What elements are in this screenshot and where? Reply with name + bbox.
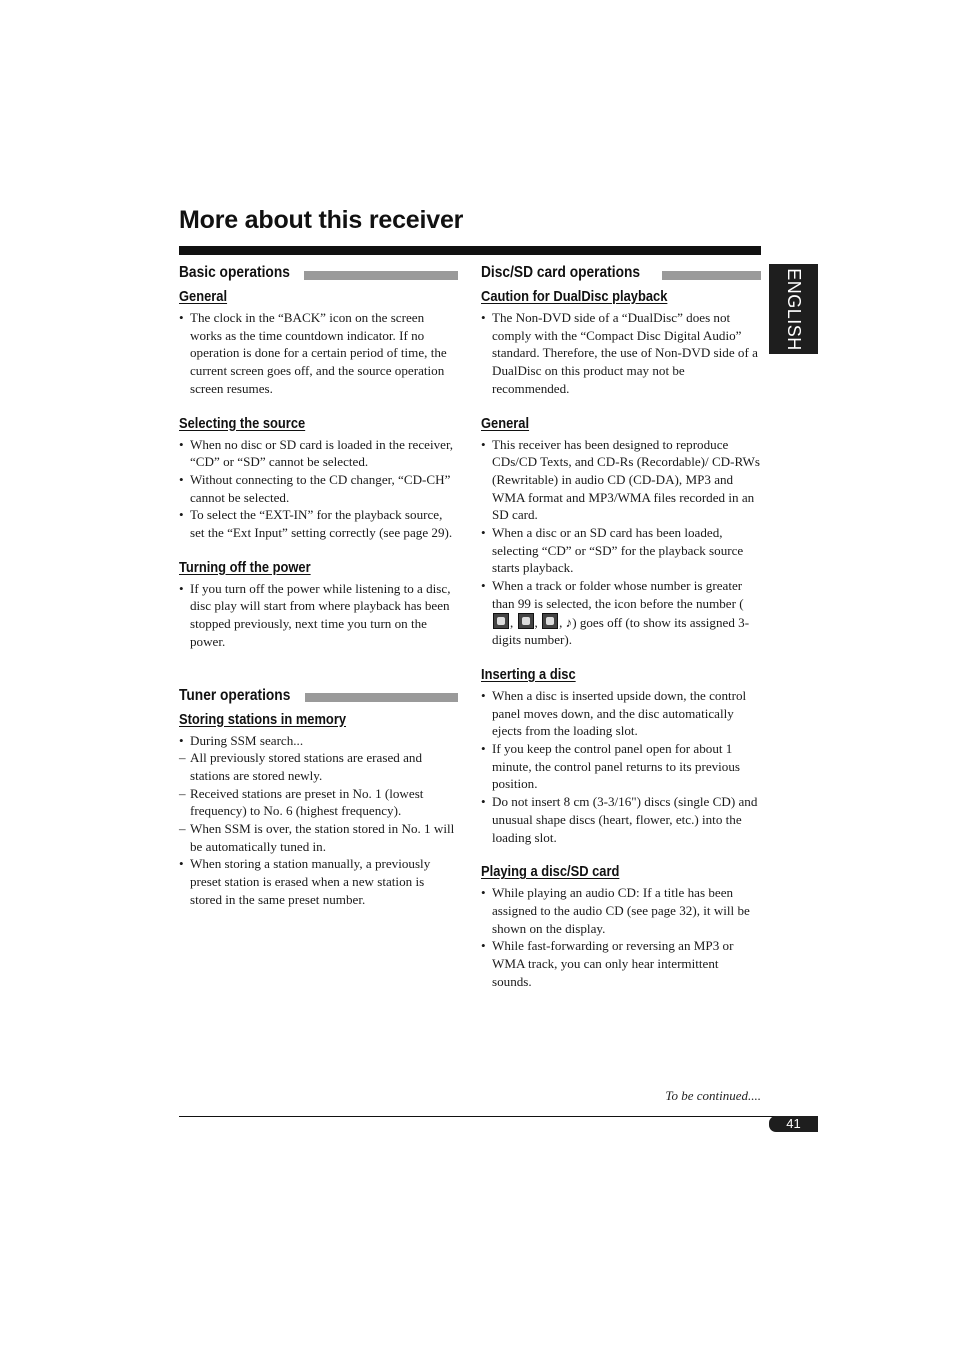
list-item: • The Non-DVD side of a “DualDisc” does not comply with the “Compact Disc Digital Audio” standard. Therefore, the use of Non-DVD side of a DualDisc on this product may not be recommended. (481, 310, 758, 396)
list-item: • When a disc is inserted upside down, the control panel moves down, and the disc automatically ejects from the loading slot. (481, 687, 747, 739)
footer-rule (179, 1116, 818, 1117)
section-header-basic (179, 262, 458, 284)
list-item: • When storing a station manually, a previously preset station is erased when a new station is stored in the same preset number. (179, 856, 431, 907)
right-column (481, 262, 761, 991)
subheading-turning-off-power: Turning off the power (179, 558, 311, 576)
sub-list-item: – Received stations are preset in No. 1 (lowest frequency) to No. 6 (highest frequency). (179, 785, 424, 819)
caution-list (481, 309, 761, 398)
subheading-dualdisc-caution: Caution for DualDisc playback (481, 288, 668, 305)
list-item: • When a track or folder whose number is greater than 99 is selected, the icon before the number ( , , , ♪) goes off (to show its assigned 3-digits number). (481, 578, 750, 648)
subheading-inserting-disc: Inserting a disc (481, 665, 576, 683)
language-tab (769, 264, 818, 354)
section-header-tuner (179, 685, 458, 707)
source-list (179, 436, 458, 542)
page-number: 41 (786, 1116, 801, 1131)
page-number-tab (769, 1116, 818, 1132)
section-title-tuner: Tuner operations (179, 686, 291, 704)
language-tab-label: ENGLISH (784, 267, 804, 351)
inserting-list (481, 687, 761, 846)
manual-store-list (179, 855, 458, 908)
page-title: More about this receiver (179, 206, 464, 234)
list-item: • If you turn off the power while listening to a disc, disc play will start from where playback has been stopped previously, next time you turn on the power. (179, 580, 451, 649)
section-title-basic: Basic operations (179, 264, 290, 281)
sub-list-item: – All previously stored stations are erased and stations are stored newly. (179, 750, 422, 783)
general-list (481, 436, 761, 649)
continued-note: To be continued.... (665, 1088, 761, 1103)
music-folder-icon (542, 613, 558, 629)
music-note-icon: ♪ (565, 614, 573, 630)
playing-list (481, 884, 761, 990)
section-header-disc-sd (481, 262, 761, 284)
list-item: • This receiver has been designed to reproduce CDs/CD Texts, and CD-Rs (Recordable)/ CD-RWs (Rewritable) in audio CD (CD-DA), MP3 and WMA format and MP3/WMA files recorded in an SD card. (481, 436, 760, 523)
list-item: • To select the “EXT-IN” for the playback source, set the “Ext Input” setting correctly (see page 29). (179, 507, 453, 541)
subheading-selecting-source: Selecting the source (179, 414, 306, 432)
section-bar (662, 271, 761, 280)
list-item: • While fast-forwarding or reversing an MP3 or WMA track, you can only hear intermittent sounds. (481, 938, 734, 989)
folder-icon (518, 613, 534, 629)
list-item: • While playing an audio CD: If a title has been assigned to the audio CD (see page 32), it will be shown on the display. (481, 885, 750, 936)
list-item: • Without connecting to the CD changer, “CD-CH” cannot be selected. (179, 471, 451, 505)
subheading-general: General (179, 288, 228, 305)
list-item: • When no disc or SD card is loaded in the receiver, “CD” or “SD” cannot be selected. (179, 436, 454, 470)
list-item: • During SSM search... (179, 732, 304, 748)
left-column (179, 262, 458, 909)
list-item: • The clock in the “BACK” icon on the screen works as the time countdown indicator. If no operation is done for a certain period of time, the current screen goes off, and the source operation screen resumes. (179, 310, 447, 396)
disc-icon (493, 613, 509, 629)
subheading-storing-stations: Storing stations in memory (179, 710, 347, 728)
list-item: • Do not insert 8 cm (3-3/16") discs (single CD) and unusual shape discs (heart, flower, etc.) into the loading slot. (481, 794, 758, 845)
list-item: • If you keep the control panel open for about 1 minute, the control panel returns to its previous position. (481, 741, 741, 792)
power-list (179, 580, 458, 651)
ssm-sublist (179, 749, 458, 855)
storing-list (179, 732, 458, 750)
sub-list-item: – When SSM is over, the station stored in No. 1 will be automatically tuned in. (179, 821, 455, 854)
section-title-disc-sd: Disc/SD card operations (481, 264, 641, 281)
list-item: • When a disc or an SD card has been loaded, selecting “CD” or “SD” for the playback source starts playback. (481, 525, 744, 576)
subheading-general: General (481, 414, 530, 432)
section-bar (304, 271, 458, 280)
title-rule (179, 246, 761, 255)
section-bar (305, 693, 459, 702)
subheading-playing-disc: Playing a disc/SD card (481, 863, 620, 881)
general-list (179, 309, 458, 398)
